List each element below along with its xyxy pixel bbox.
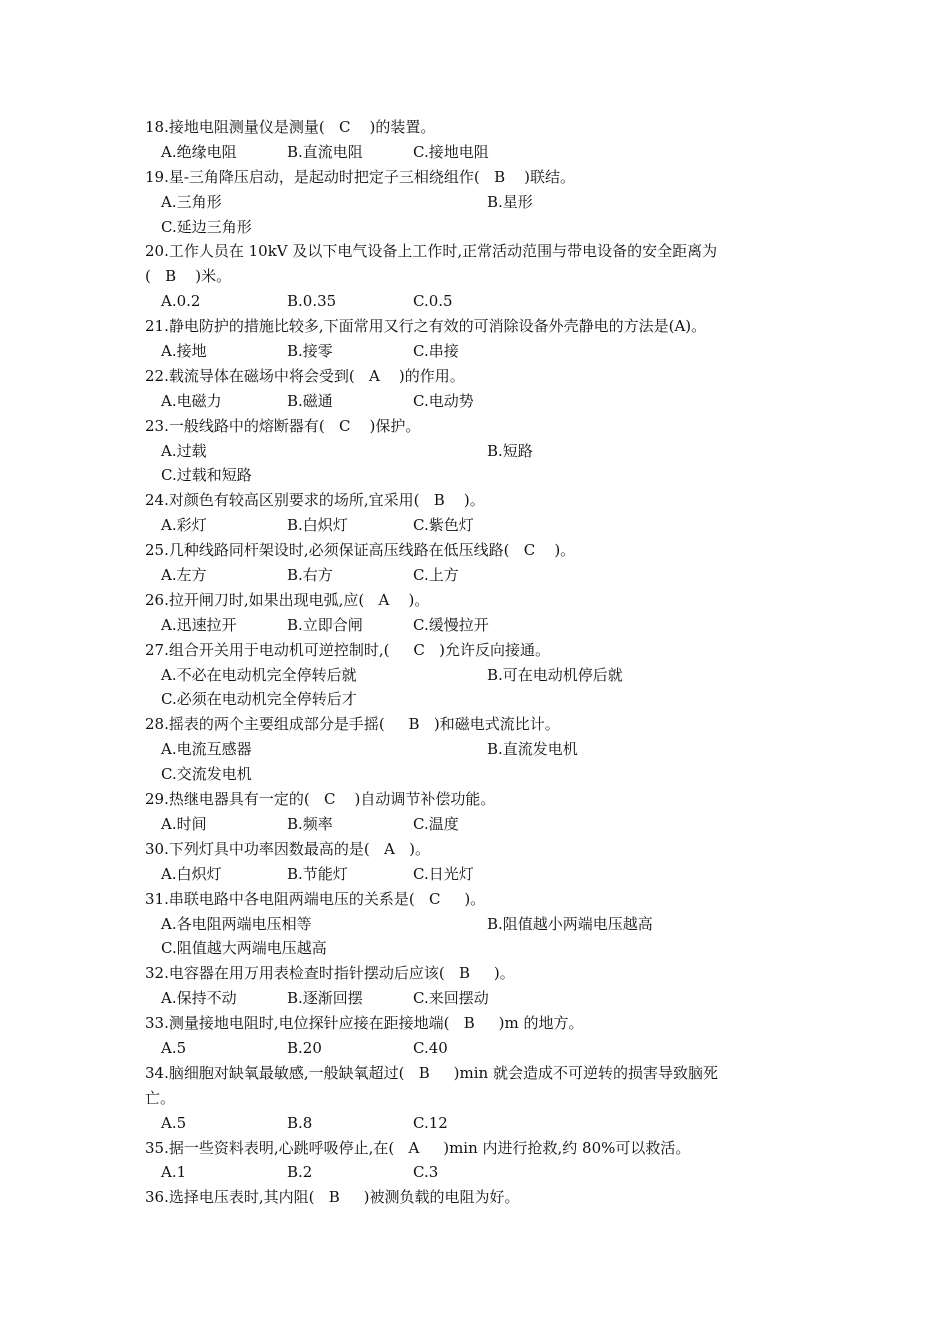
options-row [145,762,815,787]
options-row [145,513,815,538]
option-a: A.电磁力 [161,391,222,410]
options-row [145,936,815,961]
question-stem: 23.一般线路中的熔断器有( C )保护。 [145,416,421,435]
option-a: A.彩灯 [161,516,207,535]
options-row [145,339,815,364]
question-stem: 29.热继电器具有一定的( C )自动调节补偿功能。 [145,790,496,809]
option-b: B.直流发电机 [487,740,578,759]
question-stem: 亡。 [145,1088,176,1107]
options-row [145,1160,815,1185]
option-b: B.接零 [287,342,333,361]
option-a: A.接地 [161,342,207,361]
option-b: B.8 [287,1113,313,1132]
option-b: B.磁通 [287,391,333,410]
option-b: B.节能灯 [287,864,348,883]
question-stem: 31.串联电路中各电阻两端电压的关系是( C )。 [145,889,486,908]
question-stem: 21.静电防护的措施比较多,下面常用又行之有效的可消除设备外壳静电的方法是(A)。 [145,317,707,336]
options-row [145,986,815,1011]
options-row [145,389,815,414]
option-b: B.阻值越小两端电压越高 [487,914,653,933]
question-stem: 25.几种线路同杆架设时,必须保证高压线路在低压线路( C )。 [145,541,576,560]
option-a: A.时间 [161,814,207,833]
question-stem: 35.据一些资料表明,心跳呼吸停止,在( A )min 内进行抢救,约 80%可以救活。 [145,1138,691,1157]
question-stem: 27.组合开关用于电动机可逆控制时,( C )允许反向接通。 [145,640,550,659]
option-b: B.短路 [487,441,533,460]
option-b: B.右方 [287,566,333,585]
options-row [145,687,815,712]
option-c: C.过载和短路 [161,466,252,485]
options-row [145,1036,815,1061]
option-c: C.接地电阻 [413,142,489,161]
question-stem: 18.接地电阻测量仪是测量( C )的装置。 [145,118,436,136]
options-row [145,140,815,165]
option-c: C.40 [413,1038,448,1057]
options-row [145,663,815,688]
question-stem: 19.星-三角降压启动，是起动时把定子三相绕组作( B )联结。 [145,167,576,186]
option-c: C.温度 [413,814,459,833]
question-stem: ( B )米。 [145,267,232,286]
option-a: A.电流互感器 [161,740,252,759]
option-a: A.白炽灯 [161,864,222,883]
option-c: C.阻值越大两端电压越高 [161,939,327,958]
option-b: B.20 [287,1038,322,1057]
option-c: C.串接 [413,342,459,361]
question-stem: 30.下列灯具中功率因数最高的是( A )。 [145,839,431,858]
option-b: B.白炽灯 [287,516,348,535]
option-b: B.逐渐回摆 [287,989,363,1008]
option-c: C.电动势 [413,391,474,410]
option-b: B.直流电阻 [287,142,363,161]
options-row [145,812,815,837]
option-a: A.左方 [161,566,207,585]
option-a: A.迅速拉开 [161,615,237,634]
option-c: C.日光灯 [413,864,474,883]
option-c: C.12 [413,1113,448,1132]
options-row [145,463,815,488]
option-a: A.不必在电动机完全停转后就 [161,665,357,684]
question-stem: 20.工作人员在 10kV 及以下电气设备上工作时,正常活动范围与带电设备的安全距离为 [145,242,718,261]
option-b: B.0.35 [287,292,337,311]
option-c: C.交流发电机 [161,765,252,784]
option-b: B.立即合闸 [287,615,363,634]
option-a: A.各电阻两端电压相等 [161,914,312,933]
options-row [145,190,815,215]
options-row [145,912,815,937]
option-b: B.2 [287,1163,313,1182]
option-c: C.上方 [413,566,459,585]
option-c: C.来回摆动 [413,989,489,1008]
option-c: C.0.5 [413,292,453,311]
option-a: A.1 [161,1163,187,1182]
options-row [145,215,815,240]
option-a: A.0.2 [161,292,201,311]
question-stem: 24.对颜色有较高区别要求的场所,宜采用( B )。 [145,491,485,510]
options-row [145,439,815,464]
options-row [145,289,815,314]
option-c: C.必须在电动机完全停转后才 [161,690,357,709]
options-row [145,1111,815,1136]
option-a: A.保持不动 [161,989,237,1008]
option-a: A.5 [161,1038,187,1057]
option-c: C.3 [413,1163,439,1182]
options-row [145,737,815,762]
option-c: C.紫色灯 [413,516,474,535]
question-stem: 28.摇表的两个主要组成部分是手摇( B )和磁电式流比计。 [145,715,560,734]
option-c: C.缓慢拉开 [413,615,489,634]
question-stem: 22.载流导体在磁场中将会受到( A )的作用。 [145,366,465,385]
question-stem: 36.选择电压表时,其内阻( B )被测负载的电阻为好。 [145,1188,520,1207]
option-a: A.绝缘电阻 [161,142,237,161]
question-stem: 26.拉开闸刀时,如果出现电弧,应( A )。 [145,590,430,609]
option-a: A.三角形 [161,192,222,211]
option-b: B.频率 [287,814,333,833]
question-stem: 32.电容器在用万用表检查时指针摆动后应该( B )。 [145,964,515,983]
question-stem: 34.脑细胞对缺氧最敏感,一般缺氧超过( B )min 就会造成不可逆转的损害导致脑死 [145,1063,718,1082]
options-row [145,563,815,588]
option-c: C.延边三角形 [161,217,252,236]
options-row [145,613,815,638]
question-list [145,115,815,1210]
option-a: A.5 [161,1113,187,1132]
option-b: B.可在电动机停后就 [487,665,623,684]
question-stem: 33.测量接地电阻时,电位探针应接在距接地端( B )m 的地方。 [145,1014,584,1033]
option-a: A.过载 [161,441,207,460]
option-b: B.星形 [487,192,533,211]
options-row [145,862,815,887]
